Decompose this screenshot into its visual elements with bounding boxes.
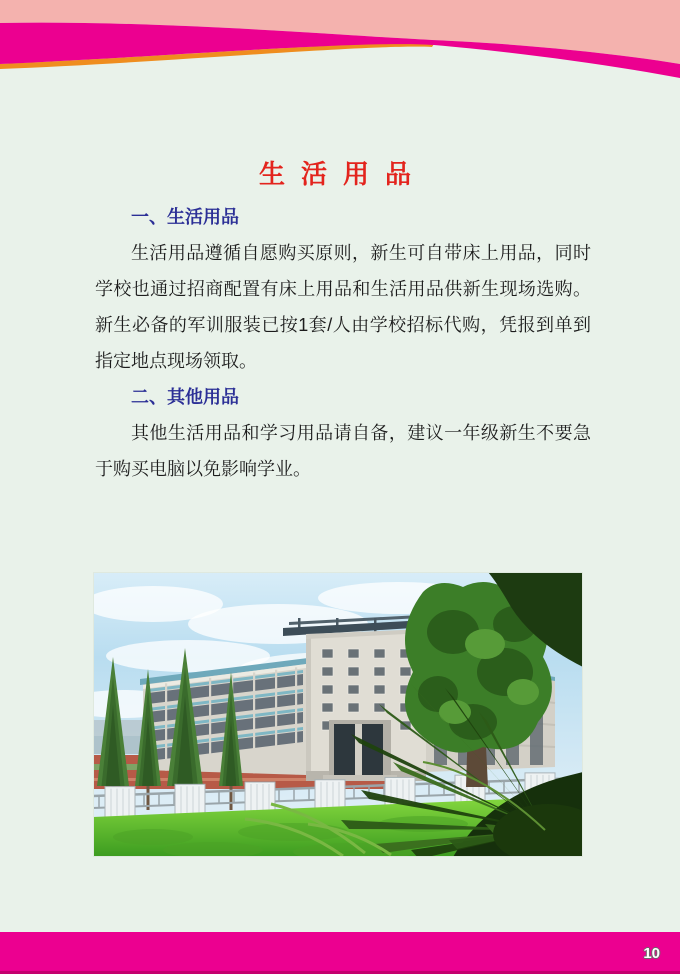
campus-photo-illustration xyxy=(93,572,583,857)
section-heading-daily-items: 一、生活用品 xyxy=(131,207,239,227)
page-title: 生活用品 xyxy=(258,159,427,189)
paragraph-other-items: 其他生活用品和学习用品请自备，建议一年级新生不要急于购买电脑以免影响学业。 xyxy=(95,423,591,479)
content-area xyxy=(95,199,591,487)
page-number: 10 xyxy=(643,944,660,962)
header-wave-decoration xyxy=(0,0,680,100)
section-heading-other-items: 二、其他用品 xyxy=(131,387,239,407)
footer-bar xyxy=(0,932,680,974)
paragraph-daily-items: 生活用品遵循自愿购买原则，新生可自带床上用品，同时学校也通过招商配置有床上用品和生活用品供新生现场选购。新生必备的军训服装已按1套/人由学校招标代购，凭报到单到指定地点现场领取。 xyxy=(95,243,591,371)
campus-photo xyxy=(93,572,583,857)
